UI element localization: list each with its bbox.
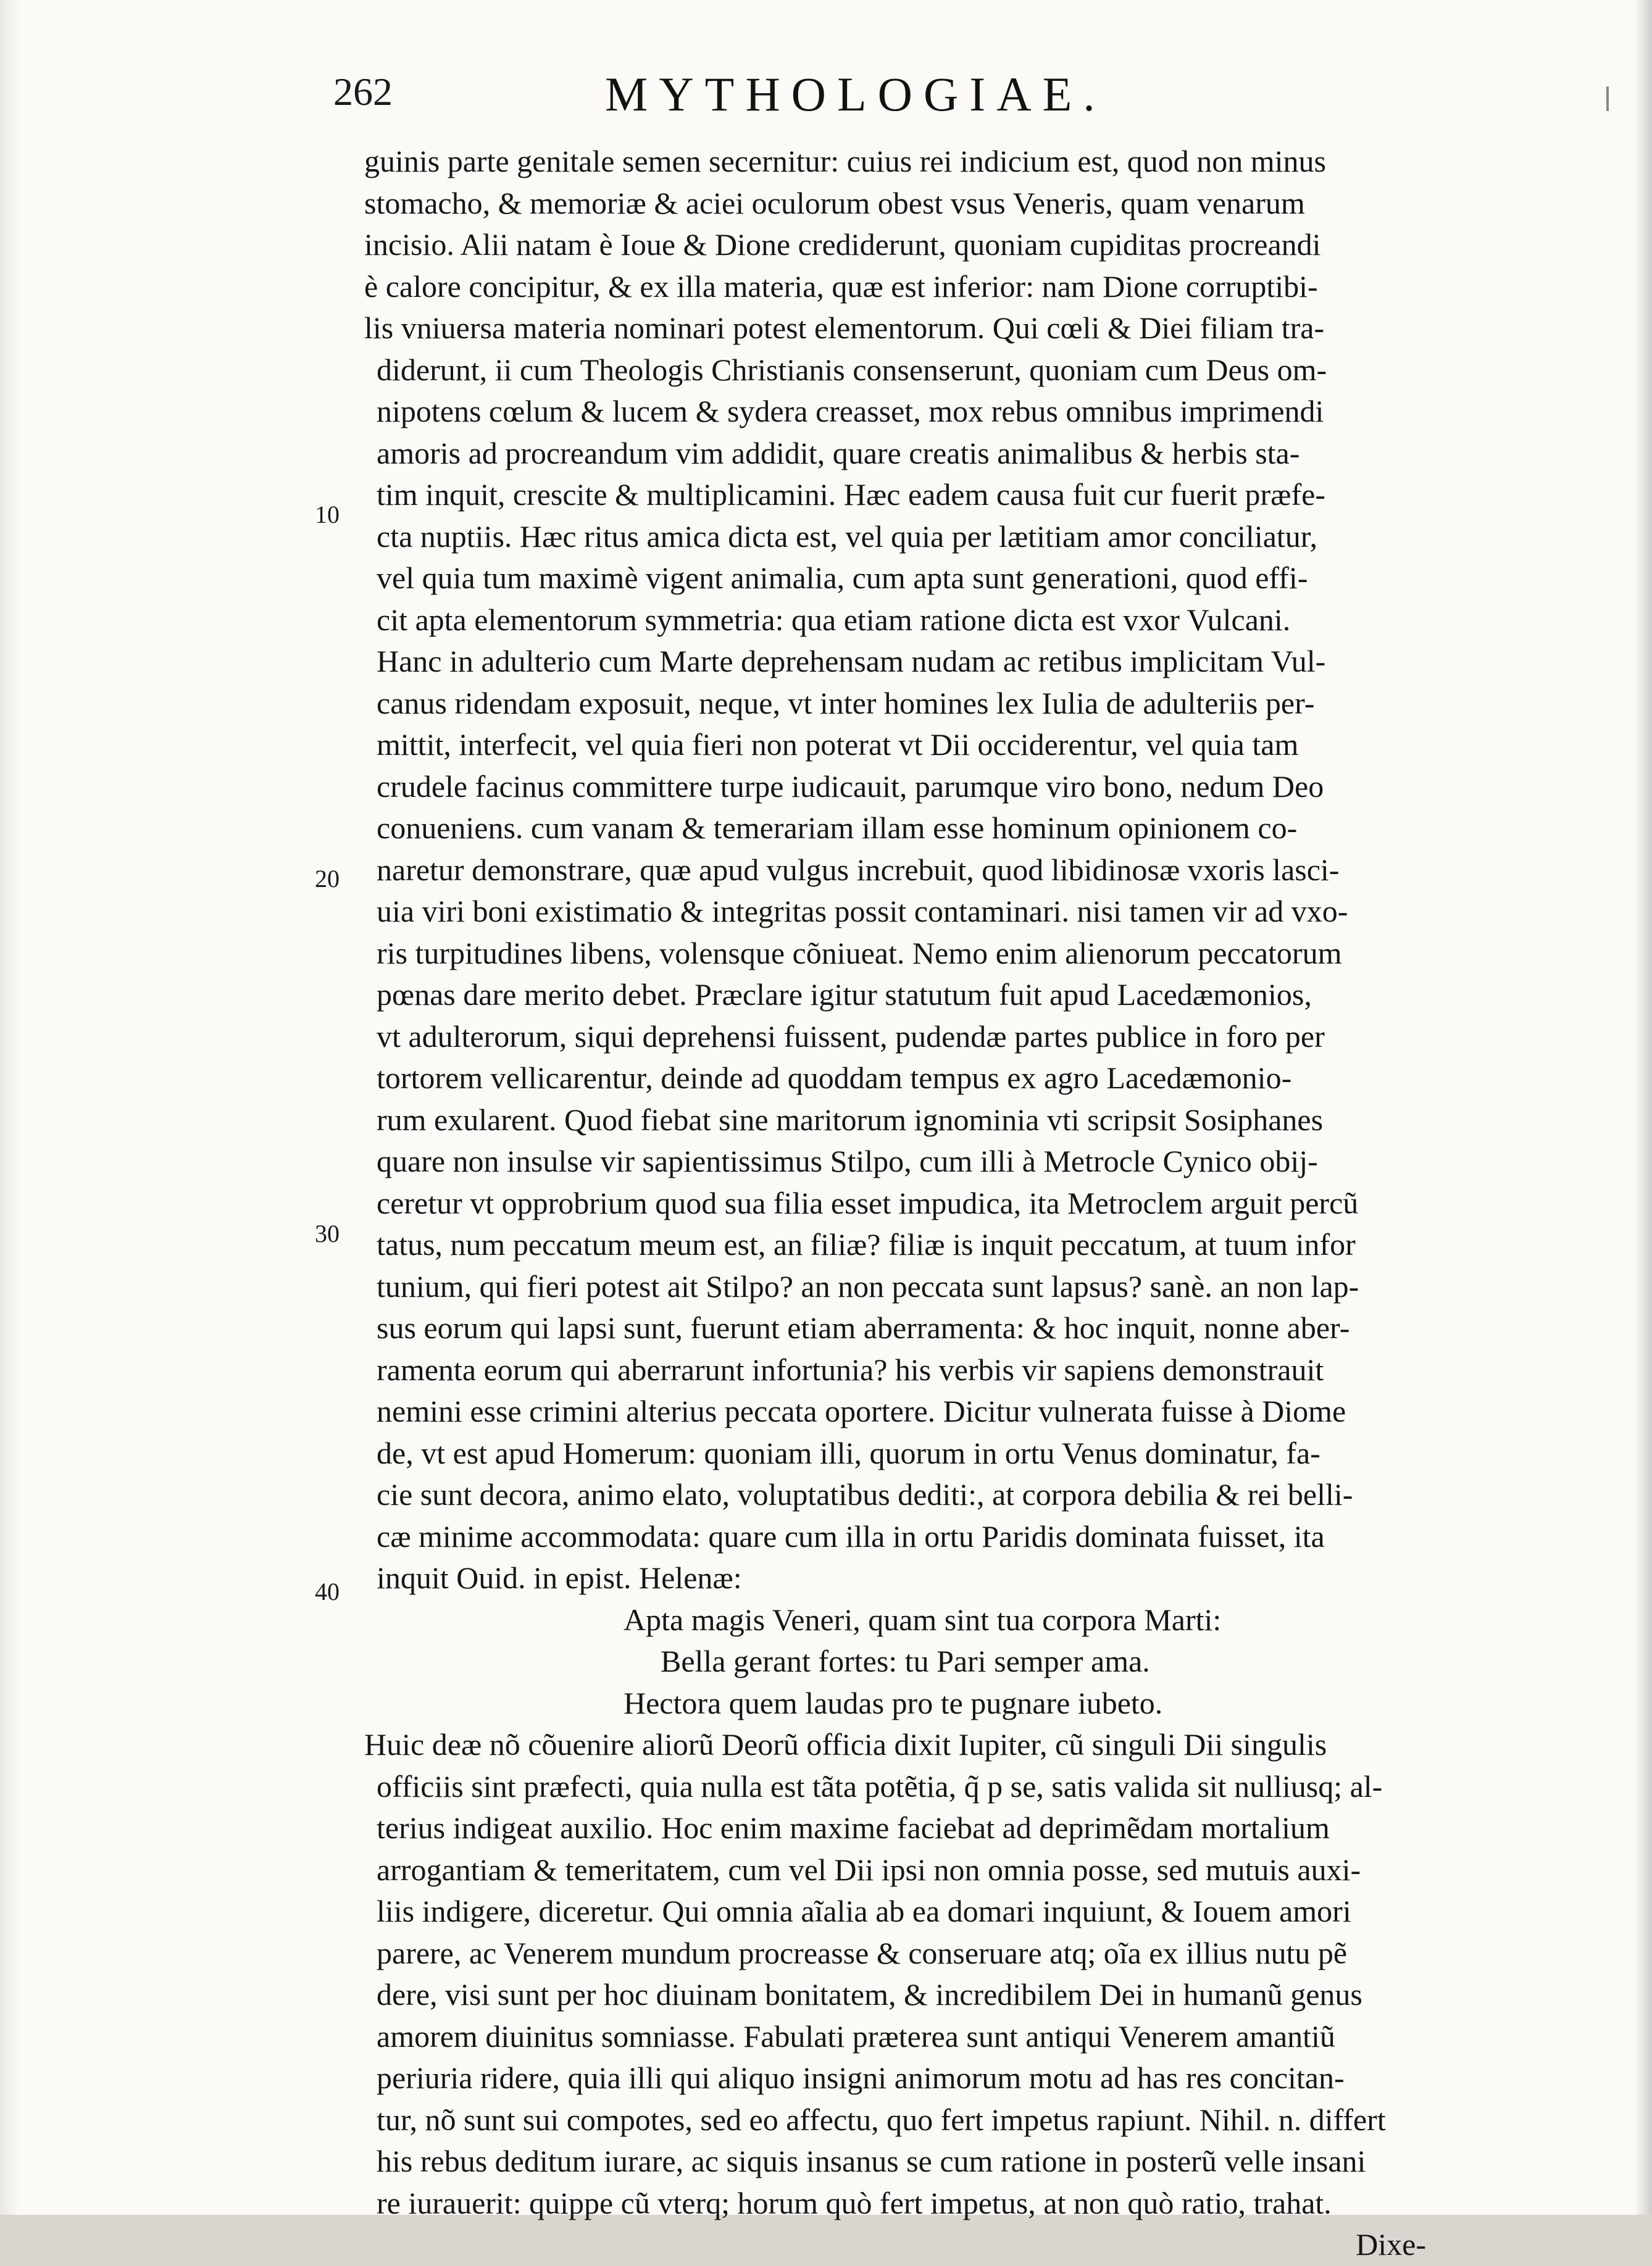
- line-number-30: 30: [315, 1220, 340, 1248]
- text-line: inquit Ouid. in epist. Helenæ:: [377, 1560, 742, 1595]
- verse-line: Bella gerant fortes: tu Pari semper ama.: [661, 1644, 1150, 1678]
- body-text: [364, 141, 1488, 2266]
- text-line: sus eorum qui lapsi sunt, fuerunt etiam aberramenta: & hoc inquit, nonne aber-: [377, 1310, 1350, 1345]
- running-head: MYTHOLOGIAE.: [605, 67, 1106, 121]
- text-line: pœnas dare merito debet. Præclare igitur statutum fuit apud Lacedæmonios,: [377, 977, 1312, 1012]
- text-line: re iurauerit: quippe cũ vterq; horum quò fert impetus, at non quò ratio, trahat.: [377, 2185, 1332, 2220]
- text-line: ceretur vt opprobrium quod sua filia esset impudica, ita Metroclem arguit percũ: [377, 1185, 1359, 1220]
- text-line: conueniens. cum vanam & temerariam illam esse hominum opinionem co-: [377, 810, 1298, 845]
- page-edge-shadow: [1635, 0, 1652, 2215]
- text-line: nemini esse crimini alterius peccata oportere. Dicitur vulnerata fuisse à Diome: [377, 1394, 1346, 1428]
- margin-mark: [1606, 86, 1609, 111]
- text-line: quare non insulse vir sapientissimus Stilpo, cum illi à Metrocle Cynico obij-: [377, 1144, 1318, 1178]
- text-line: rum exularent. Quod fiebat sine maritorum ignominia vti scripsit Sosiphanes: [377, 1102, 1324, 1137]
- text-line: periuria ridere, quia illi qui aliquo insigni animorum motu ad has res concitan-: [377, 2060, 1345, 2095]
- line-number-10: 10: [315, 501, 340, 528]
- page-number: 262: [333, 70, 393, 114]
- text-line: crudele facinus committere turpe iudicauit, parumque viro bono, nedum Deo: [377, 769, 1324, 804]
- text-line: Hanc in adulterio cum Marte deprehensam nudam ac retibus implicitam Vul-: [377, 644, 1326, 678]
- line-number-20: 20: [315, 865, 340, 893]
- text-line: cit apta elementorum symmetria: qua etiam ratione dicta est vxor Vulcani.: [377, 602, 1291, 637]
- text-line: diderunt, ii cum Theologis Christianis consenserunt, quoniam cum Deus om-: [377, 352, 1327, 387]
- text-line: stomacho, & memoriæ & aciei oculorum obest vsus Veneris, quam venarum: [364, 185, 1305, 220]
- text-line: ris turpitudines libens, volensque cõniueat. Nemo enim alienorum peccatorum: [377, 935, 1342, 970]
- text-line: terius indigeat auxilio. Hoc enim maxime faciebat ad deprimẽdam mortalium: [377, 1810, 1330, 1845]
- page-header: [333, 69, 1259, 137]
- text-line: lis vniuersa materia nominari potest elementorum. Qui cœli & Diei filiam tra-: [364, 310, 1325, 345]
- text-line: cie sunt decora, animo elato, voluptatibus dediti:, at corpora debilia & rei belli-: [377, 1477, 1353, 1512]
- text-line: dere, visi sunt per hoc diuinam bonitatem, & incredibilem Dei in humanũ genus: [377, 1977, 1362, 2012]
- gutter-shadow: [0, 0, 19, 2215]
- text-line: de, vt est apud Homerum: quoniam illi, quorum in ortu Venus dominatur, fa-: [377, 1435, 1320, 1470]
- text-line: nipotens cœlum & lucem & sydera creasset, mox rebus omnibus imprimendi: [377, 394, 1324, 428]
- text-line: ramenta eorum qui aberrarunt infortunia? his verbis vir sapiens demonstrauit: [377, 1352, 1324, 1387]
- text-line: officiis sint præfecti, quia nulla est tãta potẽtia, q̃ p se, satis valida sit nulliusq; al-: [377, 1768, 1383, 1804]
- text-line: cæ minime accommodata: quare cum illa in ortu Paridis dominata fuisset, ita: [377, 1518, 1325, 1554]
- text-line: vel quia tum maximè vigent animalia, cum apta sunt generationi, quod effi-: [377, 560, 1308, 595]
- text-line: amorem diuinitus somniasse. Fabulati præterea sunt antiqui Venerem amantiũ: [377, 2018, 1335, 2054]
- text-line: Huic deæ nõ cõuenire aliorũ Deorũ officia dixit Iupiter, cũ singuli Dii singulis: [364, 1727, 1327, 1762]
- text-line: mittit, interfecit, vel quia fieri non poterat vt Dii occiderentur, vel quia tam: [377, 727, 1299, 762]
- text-line: tim inquit, crescite & multiplicamini. Hæc eadem causa fuit cur fuerit præfe-: [377, 477, 1326, 512]
- text-line: uia viri boni existimatio & integritas possit contaminari. nisi tamen vir ad vxo-: [377, 894, 1348, 928]
- text-line: incisio. Alii natam è Ioue & Dione crediderunt, quoniam cupiditas procreandi: [364, 227, 1321, 262]
- text-line: parere, ac Venerem mundum procreasse & conseruare atq; oĩa ex illius nutu pẽ: [377, 1935, 1348, 1970]
- text-line: naretur demonstrare, quæ apud vulgus increbuit, quod libidinosæ vxoris lasci-: [377, 852, 1340, 887]
- text-line: tur, nõ sunt sui compotes, sed eo affectu, quo fert impetus rapiunt. Nihil. n. differt: [377, 2102, 1386, 2137]
- text-line: tunium, qui fieri potest ait Stilpo? an non peccata sunt lapsus? sanè. an non lap-: [377, 1268, 1359, 1304]
- text-line: è calore concipitur, & ex illa materia, quæ est inferior: nam Dione corruptibi-: [364, 269, 1318, 304]
- text-line: amoris ad procreandum vim addidit, quare creatis animalibus & herbis sta-: [377, 435, 1300, 470]
- text-line: canus ridendam exposuit, neque, vt inter homines lex Iulia de adulteriis per-: [377, 685, 1315, 720]
- text-line: liis indigere, diceretur. Qui omnia aĩalia ab ea domari inquiunt, & Iouem amori: [377, 1894, 1351, 1928]
- text-line: tortorem vellicarentur, deinde ad quoddam tempus ex agro Lacedæmonio-: [377, 1060, 1292, 1095]
- line-number-40: 40: [315, 1578, 340, 1606]
- text-line: cta nuptiis. Hæc ritus amica dicta est, vel quia per lætitiam amor conciliatur,: [377, 519, 1317, 554]
- text-line: tatus, num peccatum meum est, an filiæ? filiæ is inquit peccatum, at tuum infor: [377, 1227, 1356, 1262]
- text-line: vt adulterorum, siqui deprehensi fuissent, pudendæ partes publice in foro per: [377, 1018, 1325, 1054]
- text-line: arrogantiam & temeritatem, cum vel Dii ipsi non omnia posse, sed mutuis auxi-: [377, 1852, 1361, 1887]
- text-line: guinis parte genitale semen secernitur: cuius rei indicium est, quod non minus: [364, 144, 1326, 178]
- verse-line: Hectora quem laudas pro te pugnare iubeto.: [624, 1685, 1163, 1720]
- text-line: his rebus deditum iurare, ac siquis insanus se cum ratione in posterũ velle insani: [377, 2144, 1366, 2178]
- verse-line: Apta magis Veneri, quam sint tua corpora Marti:: [624, 1602, 1222, 1637]
- catchword: Dixe-: [1356, 2227, 1426, 2262]
